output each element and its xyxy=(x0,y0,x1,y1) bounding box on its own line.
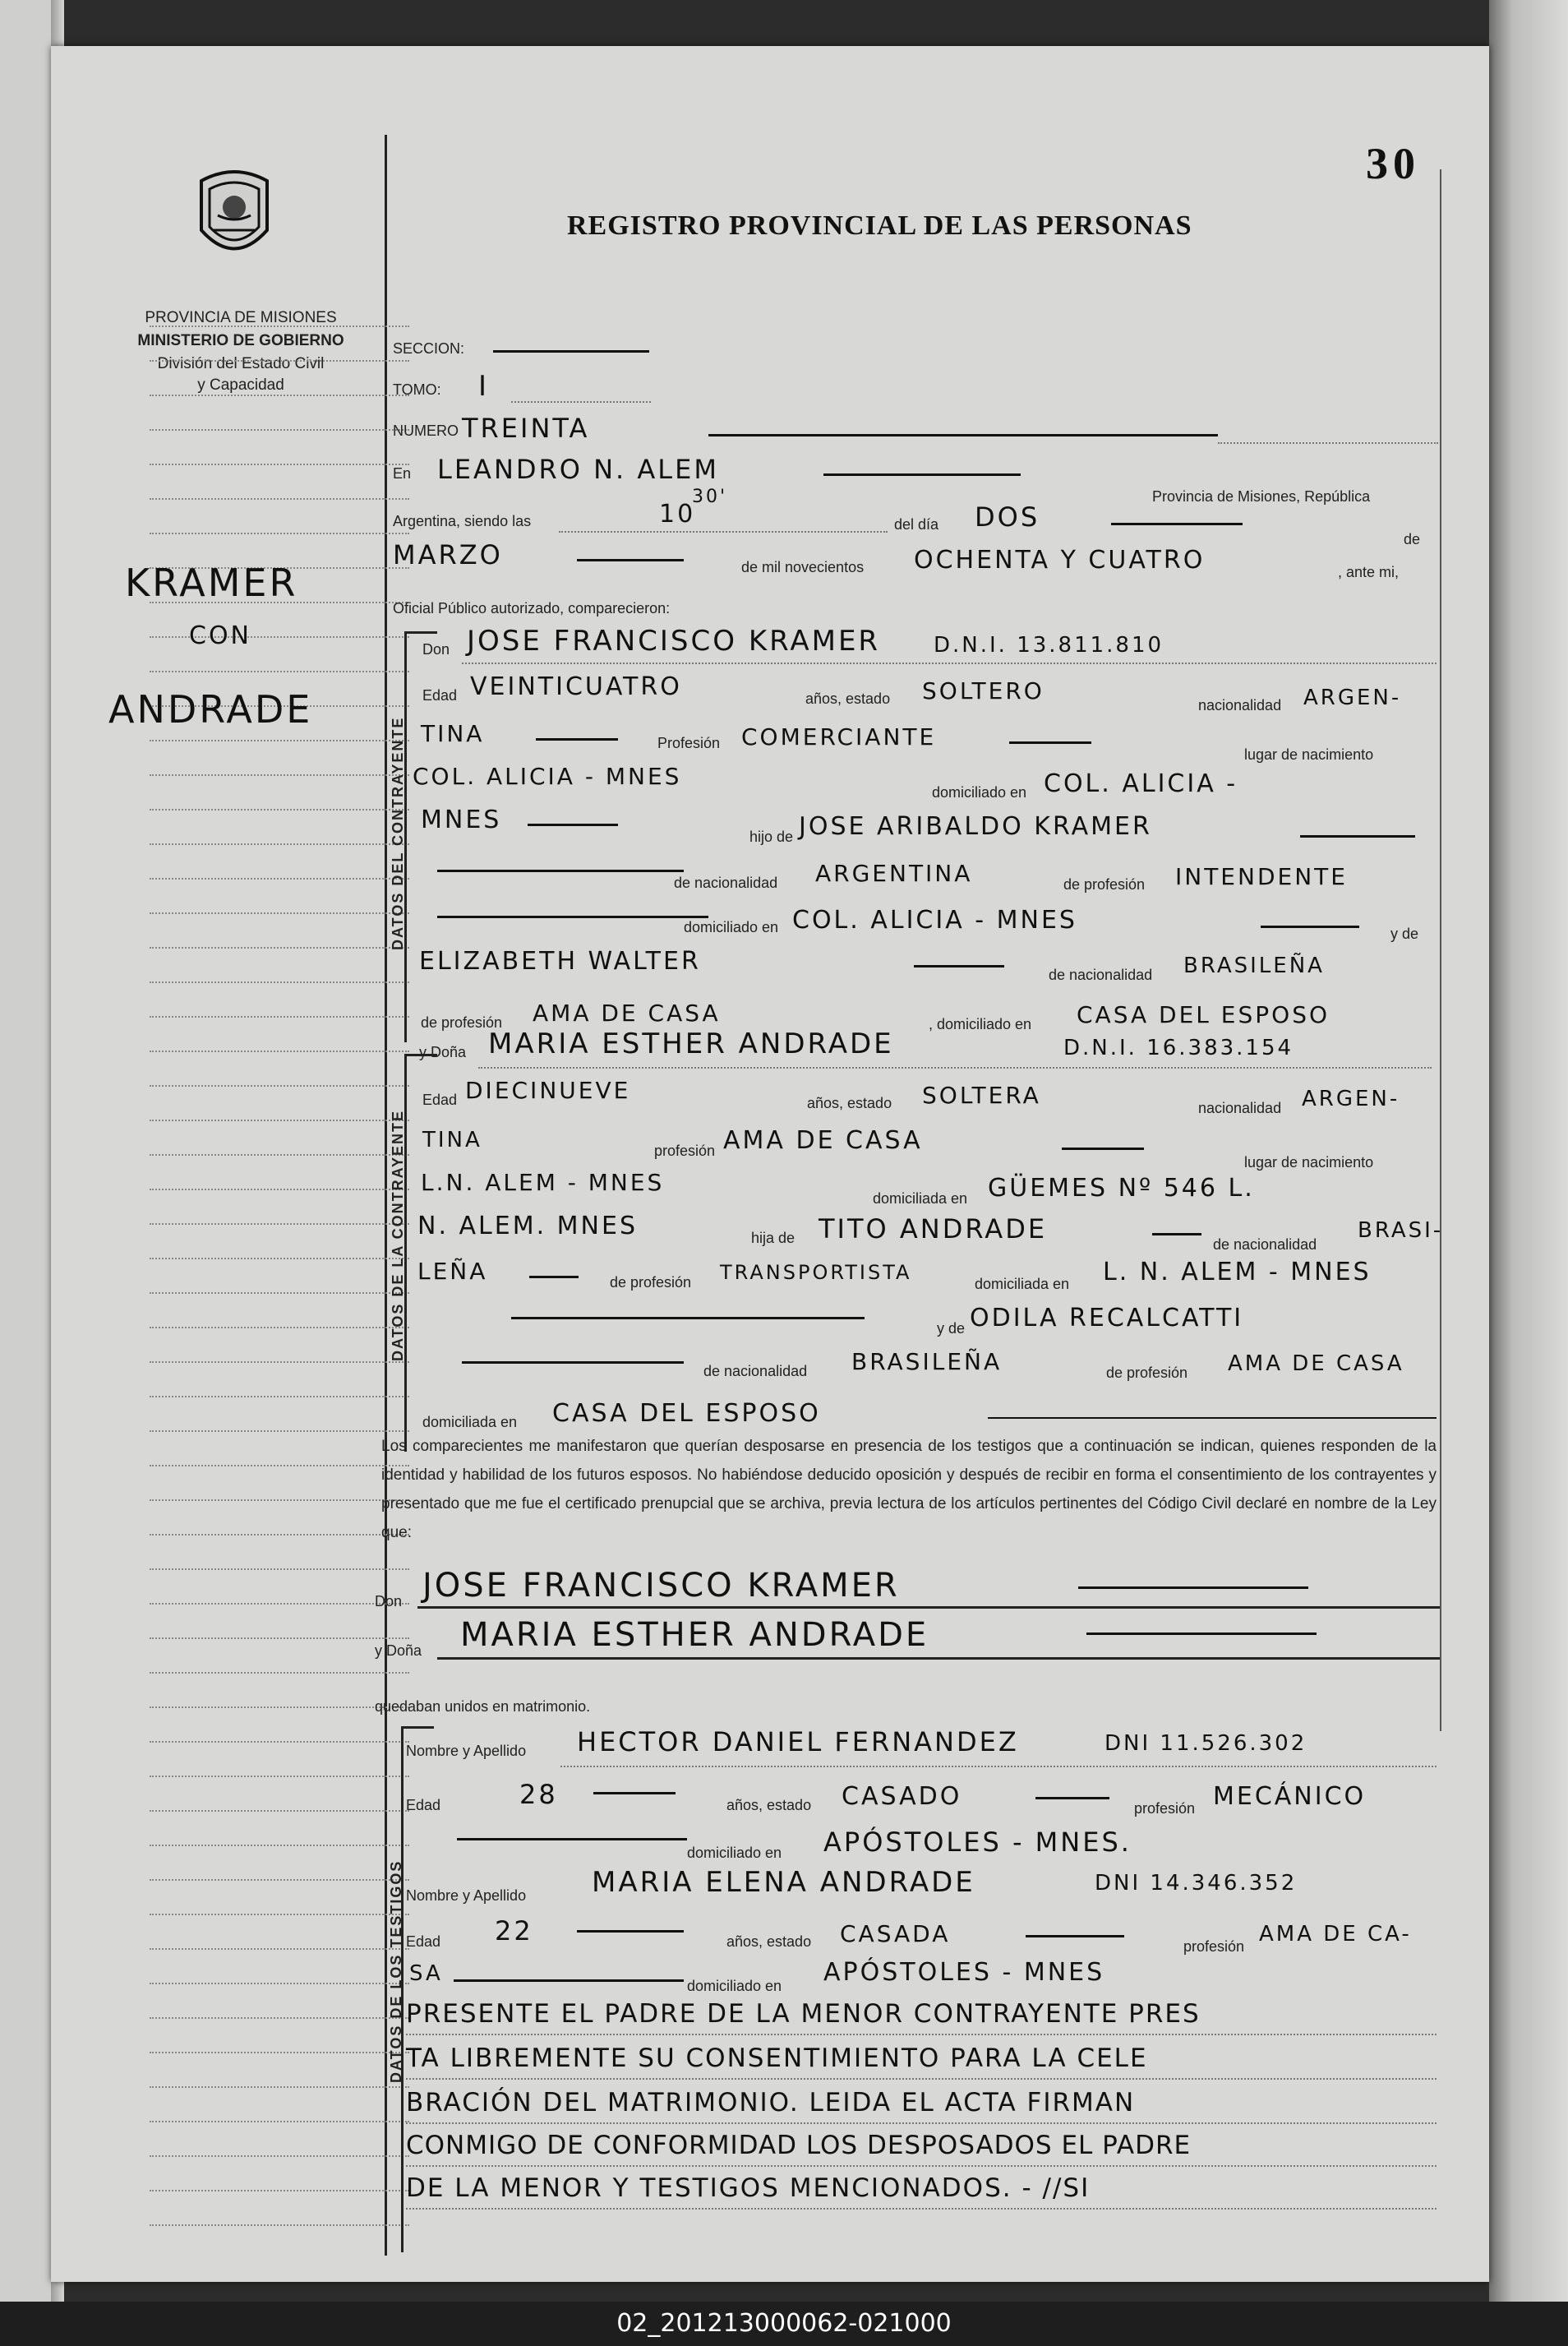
nacionalidad-label: nacionalidad xyxy=(1198,697,1282,713)
argentina-text: Argentina, siendo las xyxy=(393,513,532,529)
right-rule xyxy=(1440,169,1441,1731)
book-edge xyxy=(1489,0,1568,2346)
contrayente-profesion: COMERCIANTE xyxy=(741,723,937,750)
contrayente-madre-nac: BRASILEÑA xyxy=(1183,954,1325,978)
profesion-label-2: profesión xyxy=(654,1143,716,1159)
don-label: Don xyxy=(422,641,450,658)
mes-value: MARZO xyxy=(393,539,503,570)
contrayenta-dni: D.N.I. 16.383.154 xyxy=(1063,1036,1294,1060)
t1-estado-label: años, estado xyxy=(726,1797,812,1813)
edad-label-2: Edad xyxy=(422,1092,458,1108)
contrayente-lugar: COL. ALICIA - MNES xyxy=(413,763,682,790)
contrayenta-padre-nac-2: LEÑA xyxy=(417,1258,488,1285)
margin-surname-2: ANDRADE xyxy=(108,687,313,732)
t1-name: HECTOR DANIEL FERNANDEZ xyxy=(577,1726,1019,1757)
y-de-label-2: y de xyxy=(937,1320,966,1337)
contrayenta-padre-prof: TRANSPORTISTA xyxy=(720,1261,912,1284)
padre-prof-label: de profesión xyxy=(1063,876,1146,893)
domicilio-label-2: domiciliada en xyxy=(873,1190,968,1207)
t1-profesion: MECÁNICO xyxy=(1213,1782,1367,1811)
notes-line-3: BRACIÓN DEL MATRIMONIO. LEIDA EL ACTA FIRMAN xyxy=(406,2088,1136,2117)
contrayenta-edad: DIECINUEVE xyxy=(465,1077,631,1104)
contrayenta-padre-nac-1: BRASI- xyxy=(1358,1218,1444,1243)
contrayente-madre-prof: AMA DE CASA xyxy=(533,1000,721,1027)
declaration-closing: quedaban unidos en matrimonio. xyxy=(375,1698,591,1715)
agency-line-1: PROVINCIA DE MISIONES xyxy=(145,309,337,326)
numero-label: NUMERO xyxy=(393,423,459,439)
padre-dom-label-2: domiciliada en xyxy=(975,1276,1070,1292)
lugar-label: lugar de nacimiento xyxy=(1244,746,1374,763)
contrayente-padre-nac: ARGENTINA xyxy=(815,860,973,887)
t1-edad: 28 xyxy=(519,1779,558,1810)
t2-prof-label: profesión xyxy=(1183,1938,1245,1955)
t2-dni: DNI 14.346.352 xyxy=(1095,1871,1298,1896)
t2-edad: 22 xyxy=(495,1915,533,1947)
contrayenta-nac-1: ARGEN- xyxy=(1302,1087,1400,1111)
declaration-paragraph: Los comparecientes me manifestaron que querían desposarse en presencia de los testigos que a continuación se indican, quienes responden de la identidad y habilidad de los futuros esposos. No habiéndose deducido oposición y después de recibir en forma el consentimiento de los contrayentes y presentado que me fue el certificado prenupcial que se archiva, previa lectura de los artículos pertinentes del Código Civil declaré en nombre de la Ley que: xyxy=(381,1438,1437,1541)
contrayente-edad: VEINTICUATRO xyxy=(470,672,682,701)
t2-estado-label: años, estado xyxy=(726,1933,812,1950)
contrayenta-madre-prof: AMA DE CASA xyxy=(1228,1351,1404,1376)
notes-line-5: DE LA MENOR Y TESTIGOS MENCIONADOS. - //SI xyxy=(406,2173,1091,2203)
t1-dom-label: domiciliado en xyxy=(687,1845,782,1861)
t1-domicilio: APÓSTOLES - MNES. xyxy=(823,1826,1132,1858)
lugar-label-2: lugar de nacimiento xyxy=(1244,1154,1374,1171)
hijo-label: hijo de xyxy=(749,829,794,845)
contrayente-nac-2: TINA xyxy=(421,720,485,747)
madre-nac-label: de nacionalidad xyxy=(1049,967,1153,983)
tomo-label: TOMO: xyxy=(393,381,441,398)
y-de-label: y de xyxy=(1390,926,1419,942)
contrayente-padre-dom: COL. ALICIA - MNES xyxy=(792,906,1077,935)
del-dia-label: del día xyxy=(894,516,939,533)
contrayenta-madre-nac: BRASILEÑA xyxy=(851,1348,1003,1375)
notes-line-4: CONMIGO DE CONFORMIDAD LOS DESPOSADOS EL PADRE xyxy=(406,2131,1192,2160)
contrayente-madre-dom: CASA DEL ESPOSO xyxy=(1077,1001,1330,1028)
adjacent-page-edge xyxy=(0,0,53,2346)
margin-rule xyxy=(385,135,387,2256)
hija-label: hija de xyxy=(751,1230,796,1246)
contrayenta-profesion: AMA DE CASA xyxy=(723,1126,923,1155)
decl-don-label: Don xyxy=(375,1593,403,1609)
madre-nac-label-2: de nacionalidad xyxy=(703,1363,808,1379)
decl-don-name: JOSE FRANCISCO KRAMER xyxy=(422,1567,900,1605)
domicilio-label: domiciliado en xyxy=(932,784,1027,801)
margin-surname-1: KRAMER xyxy=(125,561,298,605)
mil-label: de mil novecientos xyxy=(741,559,865,575)
register-page xyxy=(51,46,1489,2282)
scan-id-footer: 02_201213000062-021000 xyxy=(0,2302,1568,2346)
dia-value: DOS xyxy=(975,501,1040,533)
padre-nac-label-2: de nacionalidad xyxy=(1213,1236,1317,1253)
contrayente-section-label: DATOS DEL CONTRAYENTE xyxy=(390,716,406,950)
contrayenta-padre-dom: L. N. ALEM - MNES xyxy=(1103,1258,1372,1286)
profesion-label: Profesión xyxy=(657,735,721,751)
t2-estado: CASADA xyxy=(840,1920,951,1947)
madre-prof-label: de profesión xyxy=(421,1014,503,1031)
madre-dom-label-2: domiciliada en xyxy=(422,1414,518,1430)
contrayente-domicilio-2: MNES xyxy=(421,806,502,834)
contrayenta-section-label: DATOS DE LA CONTRAYENTE xyxy=(390,1109,406,1361)
contrayente-madre: ELIZABETH WALTER xyxy=(419,947,701,976)
anio-value: OCHENTA Y CUATRO xyxy=(914,546,1206,575)
contrayente-name: JOSE FRANCISCO KRAMER xyxy=(467,625,881,658)
madre-prof-label-2: de profesión xyxy=(1106,1365,1188,1381)
contrayenta-domicilio-2: N. ALEM. MNES xyxy=(417,1212,638,1240)
de-label: de xyxy=(1404,531,1421,547)
oficial-text: Oficial Público autorizado, comparecieron: xyxy=(393,600,671,617)
agency-line-2: MINISTERIO DE GOBIERNO xyxy=(137,332,344,349)
agency-line-4: y Capacidad xyxy=(197,376,284,394)
padre-prof-label-2: de profesión xyxy=(610,1274,692,1291)
page-title: REGISTRO PROVINCIAL DE LAS PERSONAS xyxy=(567,210,1192,241)
t1-nombre-label: Nombre y Apellido xyxy=(406,1743,527,1759)
contrayenta-madre-dom: CASA DEL ESPOSO xyxy=(552,1399,821,1428)
contrayente-dni: D.N.I. 13.811.810 xyxy=(934,633,1164,658)
estado-label-2: años, estado xyxy=(807,1095,892,1111)
margin-con: CON xyxy=(189,621,252,650)
t2-nombre-label: Nombre y Apellido xyxy=(406,1887,527,1904)
contrayente-estado: SOLTERO xyxy=(922,677,1045,704)
contrayenta-lugar: L.N. ALEM - MNES xyxy=(421,1169,665,1196)
ante-mi: , ante mi, xyxy=(1338,564,1400,580)
t1-dni: DNI 11.526.302 xyxy=(1105,1731,1307,1756)
dona-label: y Doña xyxy=(419,1044,467,1060)
notes-line-2: TA LIBREMENTE SU CONSENTIMIENTO PARA LA CELE xyxy=(406,2044,1148,2073)
page-number: 30 xyxy=(1366,139,1420,188)
contrayenta-madre: ODILA RECALCATTI xyxy=(970,1304,1244,1332)
t1-edad-label: Edad xyxy=(406,1797,441,1813)
t1-prof-label: profesión xyxy=(1134,1800,1196,1817)
tomo-value: I xyxy=(478,370,490,403)
hora-value: 10 xyxy=(659,500,696,529)
t2-name: MARIA ELENA ANDRADE xyxy=(592,1866,975,1899)
t2-domicilio: APÓSTOLES - MNES xyxy=(823,1958,1105,1987)
contrayenta-name: MARIA ESTHER ANDRADE xyxy=(488,1028,894,1060)
padre-nac-label: de nacionalidad xyxy=(674,875,778,891)
province-seal-icon xyxy=(189,164,279,265)
madre-dom-label: , domiciliado en xyxy=(929,1016,1032,1032)
contrayente-domicilio-1: COL. ALICIA - xyxy=(1044,769,1238,798)
nacionalidad-label-2: nacionalidad xyxy=(1198,1100,1282,1116)
numero-value: TREINTA xyxy=(462,413,590,444)
testigos-section-label: DATOS DE LOS TESTIGOS xyxy=(388,1859,404,2083)
agency-line-3: División del Estado Civil xyxy=(157,355,325,372)
t2-dom-label: domiciliado en xyxy=(687,1978,782,1994)
contrayenta-estado: SOLTERA xyxy=(922,1082,1041,1109)
provincia-text: Provincia de Misiones, República xyxy=(1152,488,1371,505)
seccion-label: SECCION: xyxy=(393,340,465,357)
estado-label: años, estado xyxy=(805,690,891,707)
decl-dona-name: MARIA ESTHER ANDRADE xyxy=(460,1616,929,1654)
contrayenta-domicilio-1: GÜEMES Nº 546 L. xyxy=(988,1174,1255,1203)
t2-profesion-1: AMA DE CA- xyxy=(1259,1922,1412,1947)
notes-line-1: PRESENTE EL PADRE DE LA MENOR CONTRAYENTE PRES xyxy=(406,1999,1201,2029)
padre-dom-label: domiciliado en xyxy=(684,919,779,935)
t1-estado: CASADO xyxy=(842,1782,962,1811)
en-value: LEANDRO N. ALEM xyxy=(437,454,719,485)
contrayente-padre: JOSE ARIBALDO KRAMER xyxy=(799,812,1152,841)
t2-profesion-2: SA xyxy=(409,1961,443,1986)
contrayente-padre-prof: INTENDENTE xyxy=(1175,863,1348,890)
contrayente-nac-1: ARGEN- xyxy=(1303,686,1402,710)
edad-label: Edad xyxy=(422,687,458,704)
contrayenta-nac-2: TINA xyxy=(422,1128,482,1152)
hora-minutes: 30' xyxy=(692,487,728,507)
en-label: En xyxy=(393,465,412,482)
t2-edad-label: Edad xyxy=(406,1933,441,1950)
contrayenta-padre: TITO ANDRADE xyxy=(819,1213,1048,1245)
decl-dona-label: y Doña xyxy=(375,1642,422,1659)
